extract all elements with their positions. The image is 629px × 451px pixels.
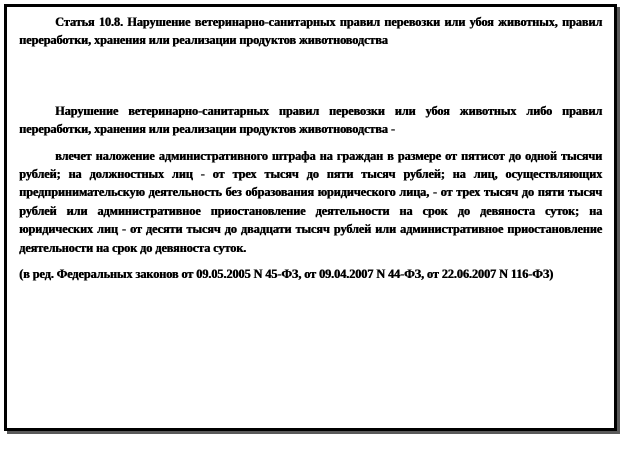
- article-title: Статья 10.8. Нарушение ветеринарно-санитарных правил перевозки или убоя животных, правил переработки, хранения или реализации продуктов животноводства: [19, 15, 602, 48]
- spacer: [19, 50, 602, 102]
- amendment-note: (в ред. Федеральных законов от 09.05.2005 N 45-ФЗ, от 09.04.2007 N 44-ФЗ, от 22.06.2007 N 116-ФЗ): [19, 267, 553, 282]
- article-sanction: влечет наложение административного штрафа на граждан в размере от пятисот до одной тысячи рублей; на должностных лиц - от трех тысяч до пяти тысяч рублей; на лиц, осуществляющих предпринимательскую деятельность без образования юридического лица, - от трех тысяч до пяти тысяч рублей или административное приостановление деятельности на срок до девяноста суток; на юридических лиц - от десяти тысяч до двадцати тысяч рублей или административное приостановление деятельности на срок до девяноста суток.: [19, 148, 602, 255]
- document-frame: [4, 4, 617, 431]
- article-disposition: Нарушение ветеринарно-санитарных правил перевозки или убоя животных либо правил переработки, хранения или реализации продуктов животноводства -: [19, 103, 602, 137]
- document-body: [19, 13, 602, 283]
